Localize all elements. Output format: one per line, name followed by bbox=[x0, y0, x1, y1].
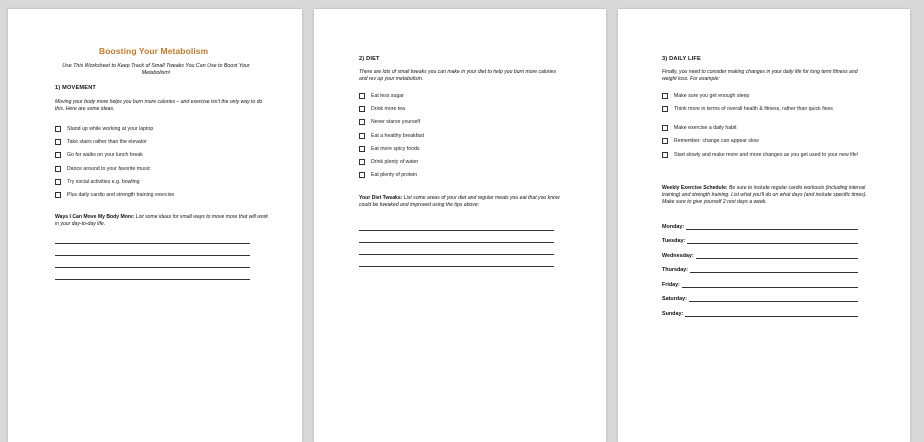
schedule-prompt: Weekly Exercise Schedule: Be sure to include regular cardio workouts (including interval training) and strength training. List what you'll do on what days (and include specific times). Make sure to give yourself 2 rest days a week. bbox=[662, 185, 867, 205]
document-page-2 bbox=[314, 9, 606, 442]
section-heading-diet: 2) DIET bbox=[359, 56, 380, 62]
page-title: Boosting Your Metabolism bbox=[99, 46, 209, 56]
checklist-item[interactable]: Remember: change can appear slow bbox=[662, 138, 867, 151]
schedule-input-line[interactable] bbox=[682, 287, 858, 288]
schedule-input-line[interactable] bbox=[696, 258, 858, 259]
checklist-item[interactable]: Never starve yourself bbox=[359, 119, 559, 132]
schedule-input-line[interactable] bbox=[690, 272, 858, 273]
checkbox[interactable] bbox=[359, 93, 365, 99]
checkbox[interactable] bbox=[55, 179, 61, 185]
schedule-input-line[interactable] bbox=[685, 316, 858, 317]
weekly-schedule bbox=[662, 216, 858, 318]
checkbox[interactable] bbox=[359, 119, 365, 125]
schedule-row-saturday: Saturday: bbox=[662, 289, 858, 304]
checklist-item[interactable]: Dance around to your favorite music bbox=[55, 166, 275, 179]
checklist-item[interactable]: Eat more spicy foods bbox=[359, 146, 559, 159]
checkbox[interactable] bbox=[55, 166, 61, 172]
schedule-input-line[interactable] bbox=[687, 243, 858, 244]
checkbox[interactable] bbox=[359, 106, 365, 112]
answer-line[interactable] bbox=[359, 231, 554, 243]
checkbox[interactable] bbox=[359, 146, 365, 152]
checkbox[interactable] bbox=[662, 106, 668, 112]
diet-checklist bbox=[359, 93, 559, 185]
checklist-item[interactable]: Make sure you get enough sleep bbox=[662, 93, 867, 106]
checkbox[interactable] bbox=[55, 152, 61, 158]
checklist-item[interactable]: Plus daily cardio and strength training exercise bbox=[55, 192, 275, 205]
schedule-row-thursday: Thursday: bbox=[662, 260, 858, 275]
diet-intro: There are lots of small tweaks you can make in your diet to help you burn more calories and rev up your metabolism. bbox=[359, 69, 557, 82]
checkbox[interactable] bbox=[359, 133, 365, 139]
document-page-3 bbox=[618, 9, 910, 442]
schedule-row-monday: Monday: bbox=[662, 216, 858, 231]
checklist-item[interactable]: Eat less sugar bbox=[359, 93, 559, 106]
checklist-item[interactable]: Start slowly and make more and more changes as you get used to your new life! bbox=[662, 152, 867, 171]
checklist-item[interactable]: Go for walks on your lunch break bbox=[55, 152, 275, 165]
checklist-item[interactable]: Eat a healthy breakfast bbox=[359, 133, 559, 146]
checklist-item[interactable]: Eat plenty of protein bbox=[359, 172, 559, 185]
answer-line[interactable] bbox=[55, 232, 250, 244]
movement-answer-lines bbox=[55, 232, 250, 280]
checklist-item[interactable]: Think more in terms of overall health & fitness, rather than quick fixes bbox=[662, 106, 867, 125]
checklist-item[interactable]: Drink plenty of water bbox=[359, 159, 559, 172]
checkbox[interactable] bbox=[55, 126, 61, 132]
page-subtitle: Use This Worksheet to Keep Track of Small Tweaks You Can Use to Boost Your Metabolism! bbox=[62, 63, 250, 76]
checkbox[interactable] bbox=[662, 93, 668, 99]
answer-line[interactable] bbox=[55, 268, 250, 280]
checkbox[interactable] bbox=[55, 139, 61, 145]
checklist-item[interactable]: Stand up while working at your laptop bbox=[55, 126, 275, 139]
movement-prompt: Ways I Can Move My Body More: List some ideas for small ways to move more that will work in your day-to-day life. bbox=[55, 214, 268, 227]
answer-line[interactable] bbox=[55, 256, 250, 268]
checklist-item[interactable]: Take stairs rather than the elevator bbox=[55, 139, 275, 152]
daily-life-checklist bbox=[662, 93, 867, 171]
checklist-item[interactable]: Try social activities e.g. bowling bbox=[55, 179, 275, 192]
answer-line[interactable] bbox=[55, 244, 250, 256]
answer-line[interactable] bbox=[359, 243, 554, 255]
answer-line[interactable] bbox=[359, 219, 554, 231]
checklist-item[interactable]: Drink more tea bbox=[359, 106, 559, 119]
answer-line[interactable] bbox=[359, 255, 554, 267]
checkbox[interactable] bbox=[55, 192, 61, 198]
checkbox[interactable] bbox=[359, 159, 365, 165]
section-heading-daily-life: 3) DAILY LIFE bbox=[662, 56, 701, 62]
checkbox[interactable] bbox=[662, 138, 668, 144]
schedule-row-tuesday: Tuesday: bbox=[662, 231, 858, 246]
schedule-row-wednesday: Wednesday: bbox=[662, 245, 858, 260]
schedule-input-line[interactable] bbox=[686, 229, 858, 230]
checkbox[interactable] bbox=[662, 125, 668, 131]
schedule-row-friday: Friday: bbox=[662, 274, 858, 289]
daily-life-intro: Finally, you need to consider making changes in your daily life for long term fitness and weight loss. For example: bbox=[662, 69, 858, 82]
checkbox[interactable] bbox=[359, 172, 365, 178]
movement-checklist bbox=[55, 126, 275, 205]
diet-prompt: Your Diet Tweaks: List some areas of your diet and regular meals you eat that you know could be tweaked and improved using the tips above: bbox=[359, 195, 560, 208]
document-page-1 bbox=[8, 9, 302, 442]
section-heading-movement: 1) MOVEMENT bbox=[55, 85, 97, 91]
checklist-item[interactable]: Make exercise a daily habit bbox=[662, 125, 867, 138]
checkbox[interactable] bbox=[662, 152, 668, 158]
schedule-input-line[interactable] bbox=[689, 301, 858, 302]
diet-answer-lines bbox=[359, 219, 554, 267]
movement-intro: Moving your body more helps you burn more calories – and exercise isn't the only way to do this. Here are some ideas. bbox=[55, 99, 263, 112]
schedule-row-sunday: Sunday: bbox=[662, 303, 858, 318]
